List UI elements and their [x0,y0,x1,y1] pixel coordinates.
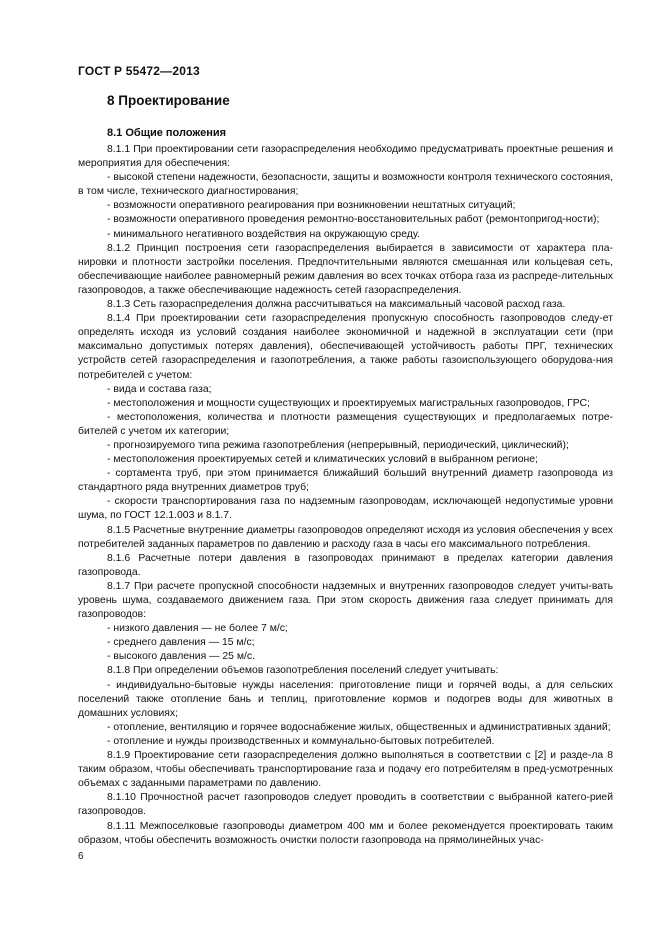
paragraph-8-1-8: 8.1.8 При определении объемов газопотребления поселений следует учитывать: [107,665,499,677]
paragraph-8-1-10: 8.1.10 Прочностной расчет газопроводов следует проводить в соответствии с выбранной катего-рией газопроводов. [78,792,613,818]
list-item: - высокого давления — 25 м/с. [107,651,255,663]
list-item: - сортамента труб, при этом принимается ближайший больший внутренний диаметр газопровода из стандартного ряда внутренних диаметров труб; [78,468,613,494]
list-item: - минимального негативного воздействия на окружающую среду. [107,228,420,240]
list-item: - местоположения проектируемых сетей и климатических условий в выбранном регионе; [107,454,538,466]
list-item: - отопление и нужды производственных и коммунально-бытовых потребителей. [107,735,495,747]
paragraph-8-1-4: 8.1.4 При проектировании сети газораспределения пропускную способность газопроводов следу-ет определять исходя из условий создания наиболее экономичной и надежной в эксплуатации сети (при максимально допустимых потерях давления), обеспечивающей устойчивость работы ПРГ, технических устройств сетей газораспределения и газопотребления, а также работы газоиспользующего оборудова-ния потребителей с учетом: [78,313,613,381]
paragraph-8-1-6: 8.1.6 Расчетные потери давления в газопроводах принимают в пределах категории давления газопровода. [78,552,613,578]
paragraph-8-1-11: 8.1.11 Межпоселковые газопроводы диаметром 400 мм и более рекомендуется проектировать таким образом, чтобы обеспечить возможность очистки полости газопровода на прямолинейных учас- [78,820,613,846]
list-item: - вида и состава газа; [107,383,212,395]
standard-designation: ГОСТ Р 55472—2013 [78,64,200,78]
list-item: - местоположения и мощности существующих и проектируемых магистральных газопроводов, ГРС; [107,397,590,409]
list-item: - прогнозируемого типа режима газопотребления (непрерывный, периодический, циклический); [107,439,569,451]
section-title: 8 Проектирование [107,93,230,108]
paragraph-8-1-1: 8.1.1 При проектировании сети газораспределения необходимо предусматривать проектные решения и мероприятия для обеспечения: [78,144,613,170]
list-item: - отопление, вентиляцию и горячее водоснабжение жилых, общественных и административных зданий; [107,721,611,733]
list-item: - индивидуально-бытовые нужды населения: приготовление пищи и горячей воды, а для сельских поселений также отопление бань и теплиц, приготовление кормов и подогрев воды для животных в домашних условиях; [78,679,613,719]
list-item: - местоположения, количества и плотности размещения существующих и предполагаемых потре-бителей с учетом их категории; [78,411,613,437]
body-text [78,143,613,848]
paragraph-8-1-7: 8.1.7 При расчете пропускной способности надземных и внутренних газопроводов следует учиты-вать уровень шума, создаваемого движением газа. При этом скорость движения газа следует принимать для газопроводов: [78,580,613,621]
list-item: - скорости транспортирования газа по надземным газопроводам, исключающей недопустимые уровни шума, по ГОСТ 12.1.003 и 8.1.7. [78,496,613,522]
list-item: - высокой степени надежности, безопасности, защиты и возможности контроля технического состояния, в том числе, технического диагностирования; [78,172,613,198]
list-item: - возможности оперативного проведения ремонтно-восстановительных работ (ремонтопригод-ности); [107,214,600,226]
subsection-title: 8.1 Общие положения [107,127,227,139]
page-number: 6 [78,851,84,862]
paragraph-8-1-9: 8.1.9 Проектирование сети газораспределения должно выполняться в соответствии с [2] и разде-ла 8 таким образом, чтобы обеспечивать транспортирование газа и подачу его потребителям в пред-усмотренных объемах с заданными параметрами по давлению. [78,750,613,790]
list-item: - низкого давления — не более 7 м/с; [107,623,288,635]
paragraph-8-1-3: 8.1.3 Cеть газораспределения должна рассчитываться на максимальный часовой расход газа. [107,299,566,311]
paragraph-8-1-2: 8.1.2 Принцип построения сети газораспределения выбирается в зависимости от характера пла-нировки и плотности застройки поселения. Предпочтительными являются смешанная или кольцевая сеть, обеспечивающие наиболее равномерный режим давления во всех точках отбора газа из распреде-лительных газопроводов, а также обеспечивающие надежность сетей газораспределения. [78,242,613,296]
list-item: - возможности оперативного реагирования при возникновении нештатных ситуаций; [107,200,516,212]
paragraph-8-1-5: 8.1.5 Расчетные внутренние диаметры газопроводов определяют исходя из условия обеспечения у всех потребителей заданных параметров по давлению и расходу газа в часы его максимального потребления. [78,524,613,550]
list-item: - среднего давления — 15 м/с; [107,637,255,649]
